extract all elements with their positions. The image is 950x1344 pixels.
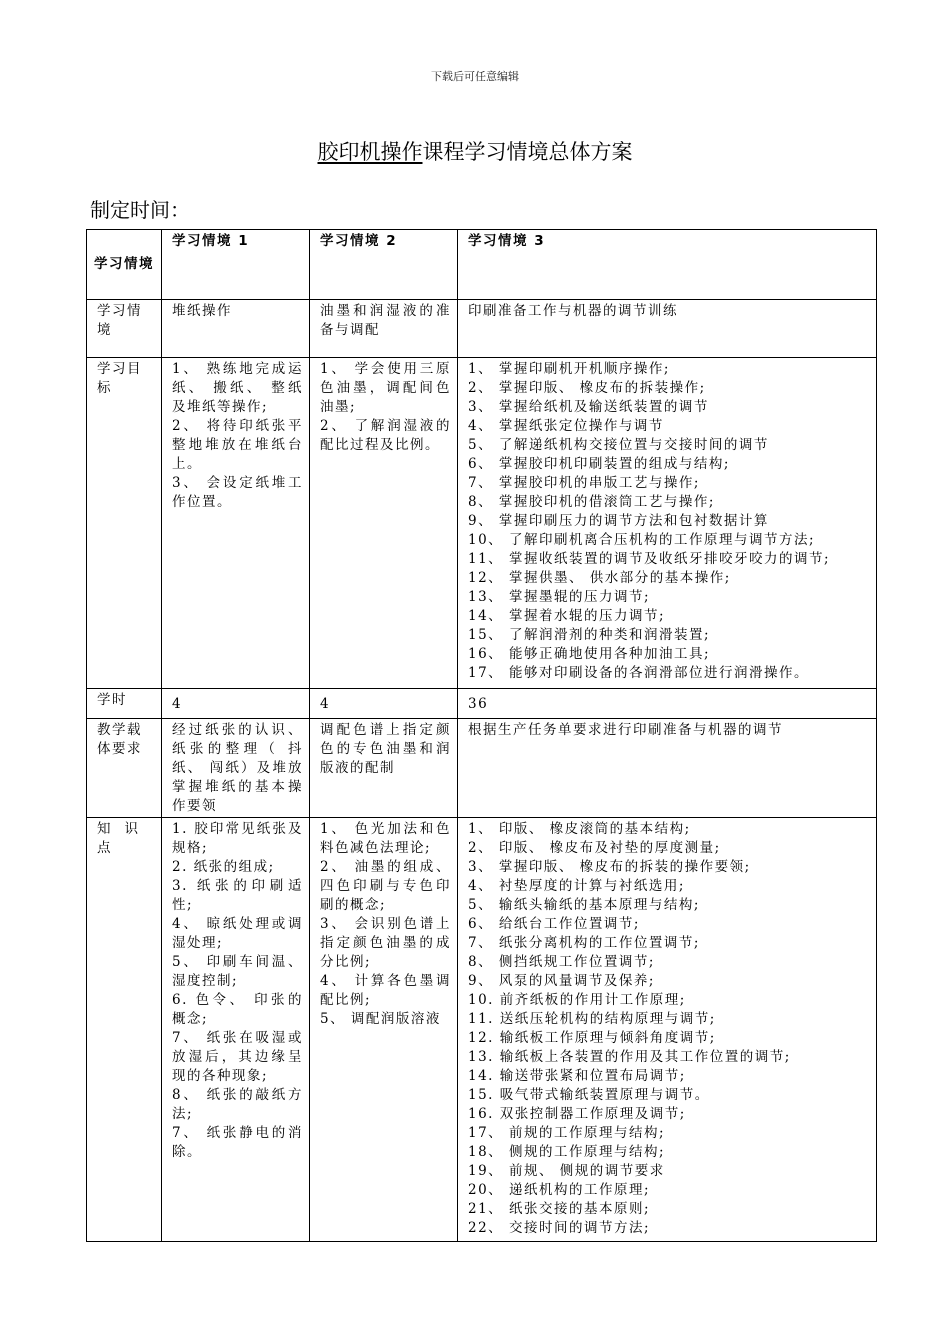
list-item: 12、 掌握供墨、 供水部分的基本操作; bbox=[468, 570, 731, 586]
list-item: 5、 调配润版溶液 bbox=[320, 1011, 441, 1027]
goals-c1 bbox=[162, 358, 310, 689]
list-item: 2、 掌握印版、 橡皮布的拆装操作; bbox=[468, 380, 706, 396]
list-item: 9、 风泵的风量调节及保养; bbox=[468, 973, 655, 989]
carrier-c3: 根据生产任务单要求进行印刷准备与机器的调节 bbox=[458, 719, 877, 818]
goals-c3 bbox=[458, 358, 877, 689]
knowledge-row-label: 知识点 bbox=[87, 818, 162, 1242]
page-header-note: 下载后可任意编辑 bbox=[431, 70, 519, 83]
knowledge-row bbox=[87, 818, 877, 1242]
list-item: 1、 熟练地完成运纸、 搬纸、 整纸及堆纸等操作; bbox=[172, 361, 303, 415]
list-item: 18、 侧规的工作原理与结构; bbox=[468, 1144, 666, 1160]
list-item: 17、 能够对印刷设备的各润滑部位进行润滑操作。 bbox=[468, 665, 809, 681]
goals-c2 bbox=[310, 358, 458, 689]
situation-c1: 堆纸操作 bbox=[162, 300, 310, 358]
column-header-1: 学习情境 1 bbox=[162, 230, 310, 300]
carrier-c2: 调配色谱上指定颜色的专色油墨和润版液的配制 bbox=[310, 719, 458, 818]
carrier-row-label: 教学载体要求 bbox=[87, 719, 162, 818]
list-item: 2、 印版、 橡皮布及衬垫的厚度测量; bbox=[468, 840, 721, 856]
list-item: 4、 衬垫厚度的计算与衬纸选用; bbox=[468, 878, 685, 894]
course-plan-table bbox=[86, 229, 877, 1242]
list-item: 3、 会设定纸堆工作位置。 bbox=[172, 475, 303, 510]
list-item: 7、 掌握胶印机的串版工艺与操作; bbox=[468, 475, 700, 491]
list-item: 1、 色光加法和色料色减色法理论; bbox=[320, 821, 451, 856]
list-item: 16、 能够正确地使用各种加油工具; bbox=[468, 646, 711, 662]
list-item: 21、 纸张交接的基本原则; bbox=[468, 1201, 651, 1217]
list-item: 19、 前规、 侧规的调节要求 bbox=[468, 1163, 665, 1179]
list-item: 20、 递纸机构的工作原理; bbox=[468, 1182, 651, 1198]
situation-row bbox=[87, 300, 877, 358]
list-item: 1、 掌握印刷机开机顺序操作; bbox=[468, 361, 670, 377]
list-item: 5、 印刷车间温、 湿度控制; bbox=[172, 954, 303, 989]
list-item: 6. 色令、 印张的概念; bbox=[172, 992, 303, 1027]
list-item: 14、 掌握着水辊的压力调节; bbox=[468, 608, 666, 624]
situation-c3: 印刷准备工作与机器的调节训练 bbox=[458, 300, 877, 358]
hours-row bbox=[87, 689, 877, 719]
document-title bbox=[0, 136, 950, 166]
list-item: 14. 输送带张紧和位置布局调节; bbox=[468, 1068, 686, 1084]
list-item: 2. 纸张的组成; bbox=[172, 859, 275, 875]
carrier-c1: 经过纸张的认识、 纸张的整理（ 抖纸、 闯纸）及堆放掌握堆纸的基本操作要领 bbox=[162, 719, 310, 818]
list-item: 15. 吸气带式输纸装置原理与调节。 bbox=[468, 1087, 710, 1103]
list-item: 6、 掌握胶印机印刷装置的组成与结构; bbox=[468, 456, 730, 472]
goals-row-label: 学习目标 bbox=[87, 358, 162, 689]
made-time-label: 制定时间： bbox=[90, 198, 190, 222]
list-item: 15、 了解润滑剂的种类和润滑装置; bbox=[468, 627, 711, 643]
list-item: 4、 晾纸处理或调湿处理; bbox=[172, 916, 303, 951]
list-item: 5、 了解递纸机构交接位置与交接时间的调节 bbox=[468, 437, 769, 453]
list-item: 1、 印版、 橡皮滚筒的基本结构; bbox=[468, 821, 691, 837]
list-item: 3、 掌握印版、 橡皮布的拆装的操作要领; bbox=[468, 859, 751, 875]
carrier-row bbox=[87, 719, 877, 818]
list-item: 9、 掌握印刷压力的调节方法和包衬数据计算 bbox=[468, 513, 769, 529]
list-item: 10. 前齐纸板的作用计工作原理; bbox=[468, 992, 686, 1008]
list-item: 8、 掌握胶印机的借滚筒工艺与操作; bbox=[468, 494, 715, 510]
column-header-2: 学习情境 2 bbox=[310, 230, 458, 300]
list-item: 12. 输纸板工作原理与倾斜角度调节; bbox=[468, 1030, 716, 1046]
list-item: 16. 双张控制器工作原理及调节; bbox=[468, 1106, 686, 1122]
list-item: 4、 掌握纸张定位操作与调节 bbox=[468, 418, 664, 434]
list-item: 6、 给纸台工作位置调节; bbox=[468, 916, 640, 932]
hours-c3: 36 bbox=[458, 689, 877, 719]
knowledge-c3 bbox=[458, 818, 877, 1242]
list-item: 2、 了解润湿液的配比过程及比例。 bbox=[320, 418, 451, 453]
list-item: 13、 掌握墨辊的压力调节; bbox=[468, 589, 651, 605]
list-item: 5、 输纸头输纸的基本原理与结构; bbox=[468, 897, 700, 913]
list-item: 10、 了解印刷机离合压机构的工作原理与调节方法; bbox=[468, 532, 816, 548]
list-item: 11. 送纸压轮机构的结构原理与调节; bbox=[468, 1011, 716, 1027]
situation-c2: 油墨和润湿液的准备与调配 bbox=[310, 300, 458, 358]
list-item: 2、 将待印纸张平整地堆放在堆纸台上。 bbox=[172, 418, 303, 472]
list-item: 3. 纸张的印刷适性; bbox=[172, 878, 303, 913]
list-item: 7、 纸张在吸湿或放湿后，其边缘呈现的各种现象; bbox=[172, 1030, 303, 1084]
list-item: 7、 纸张静电的消除。 bbox=[172, 1125, 303, 1160]
knowledge-c2 bbox=[310, 818, 458, 1242]
table-header-row bbox=[87, 230, 877, 300]
situation-row-label: 学习情境 bbox=[87, 300, 162, 358]
course-name: 胶印机操作 bbox=[317, 140, 423, 164]
list-item: 2、 油墨的组成、 四色印刷与专色印刷的概念; bbox=[320, 859, 451, 913]
list-item: 11、 掌握收纸装置的调节及收纸牙排咬牙咬力的调节; bbox=[468, 551, 831, 567]
column-header-3: 学习情境 3 bbox=[458, 230, 877, 300]
title-suffix: 课程学习情境总体方案 bbox=[422, 140, 633, 164]
list-item: 3、 会识别色谱上指定颜色油墨的成分比例; bbox=[320, 916, 451, 970]
hours-c2: 4 bbox=[310, 689, 458, 719]
list-item: 3、 掌握给纸机及输送纸装置的调节 bbox=[468, 399, 709, 415]
knowledge-c1 bbox=[162, 818, 310, 1242]
goals-row bbox=[87, 358, 877, 689]
hours-c1: 4 bbox=[162, 689, 310, 719]
corner-header: 学习情境 bbox=[87, 230, 162, 300]
list-item: 7、 纸张分离机构的工作位置调节; bbox=[468, 935, 700, 951]
list-item: 8、 纸张的敲纸方法; bbox=[172, 1087, 303, 1122]
list-item: 22、 交接时间的调节方法; bbox=[468, 1220, 651, 1236]
list-item: 13. 输纸板上各装置的作用及其工作位置的调节; bbox=[468, 1049, 791, 1065]
list-item: 4、 计算各色墨调配比例; bbox=[320, 973, 451, 1008]
list-item: 1、 学会使用三原色油墨，调配间色油墨; bbox=[320, 361, 451, 415]
list-item: 8、 侧挡纸规工作位置调节; bbox=[468, 954, 655, 970]
list-item: 1. 胶印常见纸张及规格; bbox=[172, 821, 303, 856]
hours-row-label: 学时 bbox=[87, 689, 162, 719]
list-item: 17、 前规的工作原理与结构; bbox=[468, 1125, 666, 1141]
